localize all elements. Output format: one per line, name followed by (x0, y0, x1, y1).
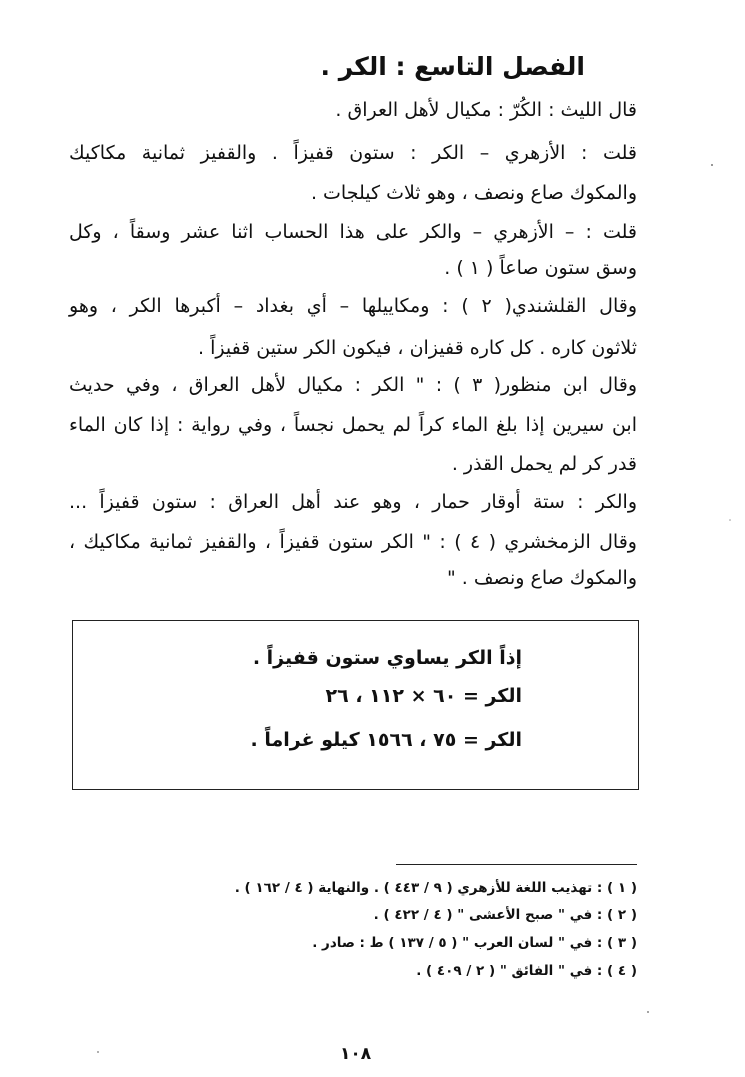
paragraph-line: والكر : ستة أوقار حمار ، وهو عند أهل العراق : ستون قفيزاً ... (69, 491, 637, 513)
speck (711, 164, 713, 166)
chapter-title: الفصل التاسع : الكر . (320, 52, 585, 81)
speck (97, 1051, 99, 1053)
page-number: ١٠٨ (340, 1044, 372, 1064)
summary-formula: الكر = ٧٥ ، ١٥٦٦ كيلو غراماً . (250, 729, 522, 751)
paragraph-line: ثلاثون كاره . كل كاره قفيزان ، فيكون الكر ستين قفيزاً . (198, 337, 637, 359)
speck (647, 1011, 649, 1013)
footnote: ( ٤ ) : في " الفائق " ( ٢ / ٤٠٩ ) . (416, 963, 637, 979)
summary-formula: الكر = ٦٠ × ١١٢ ، ٢٦ (325, 685, 522, 707)
paragraph-line: قدر كر لم يحمل القذر . (451, 453, 637, 475)
footnote: ( ٢ ) : في " صبح الأعشى " ( ٤ / ٤٢٢ ) . (373, 907, 637, 923)
paragraph-line: قلت : الأزهري – الكر : ستون قفيزاً . والقفيز ثمانية مكاكيك (69, 142, 637, 164)
footnote: ( ١ ) : تهذيب اللغة للأزهري ( ٩ / ٤٤٣ ) . والنهاية ( ٤ / ١٦٢ ) . (234, 880, 637, 896)
paragraph-line: والمكوك صاع ونصف ، وهو ثلاث كيلجات . (310, 182, 637, 204)
paragraph-line: وسق ستون صاعاً ( ١ ) . (444, 257, 637, 279)
paragraph-line: وقال القلشندي( ٢ ) : ومكاييلها – أي بغداد – أكبرها الكر ، وهو (69, 295, 637, 317)
paragraph-line: والمكوك صاع ونصف . " (447, 567, 637, 589)
summary-line: إذاً الكر يساوي ستون قفيزاً . (252, 647, 522, 669)
paragraph-line: وقال ابن منظور( ٣ ) : " الكر : مكيال لأهل العراق ، وفي حديث (69, 374, 637, 396)
paragraph-line: قال الليث : الكُرّ : مكيال لأهل العراق . (335, 99, 637, 121)
paragraph-line: قلت : – الأزهري – والكر على هذا الحساب اثنا عشر وسقاً ، وكل (69, 221, 637, 243)
paragraph-line: ابن سيرين إذا بلغ الماء كراً لم يحمل نجساً ، وفي رواية : إذا كان الماء (69, 414, 637, 436)
paragraph-line: وقال الزمخشري ( ٤ ) : " الكر ستون قفيزاً ، والقفيز ثمانية مكاكيك ، (69, 531, 637, 553)
footnote: ( ٣ ) : في " لسان العرب " ( ٥ / ١٣٧ ) ط : صادر . (312, 935, 637, 951)
speck (729, 519, 731, 521)
